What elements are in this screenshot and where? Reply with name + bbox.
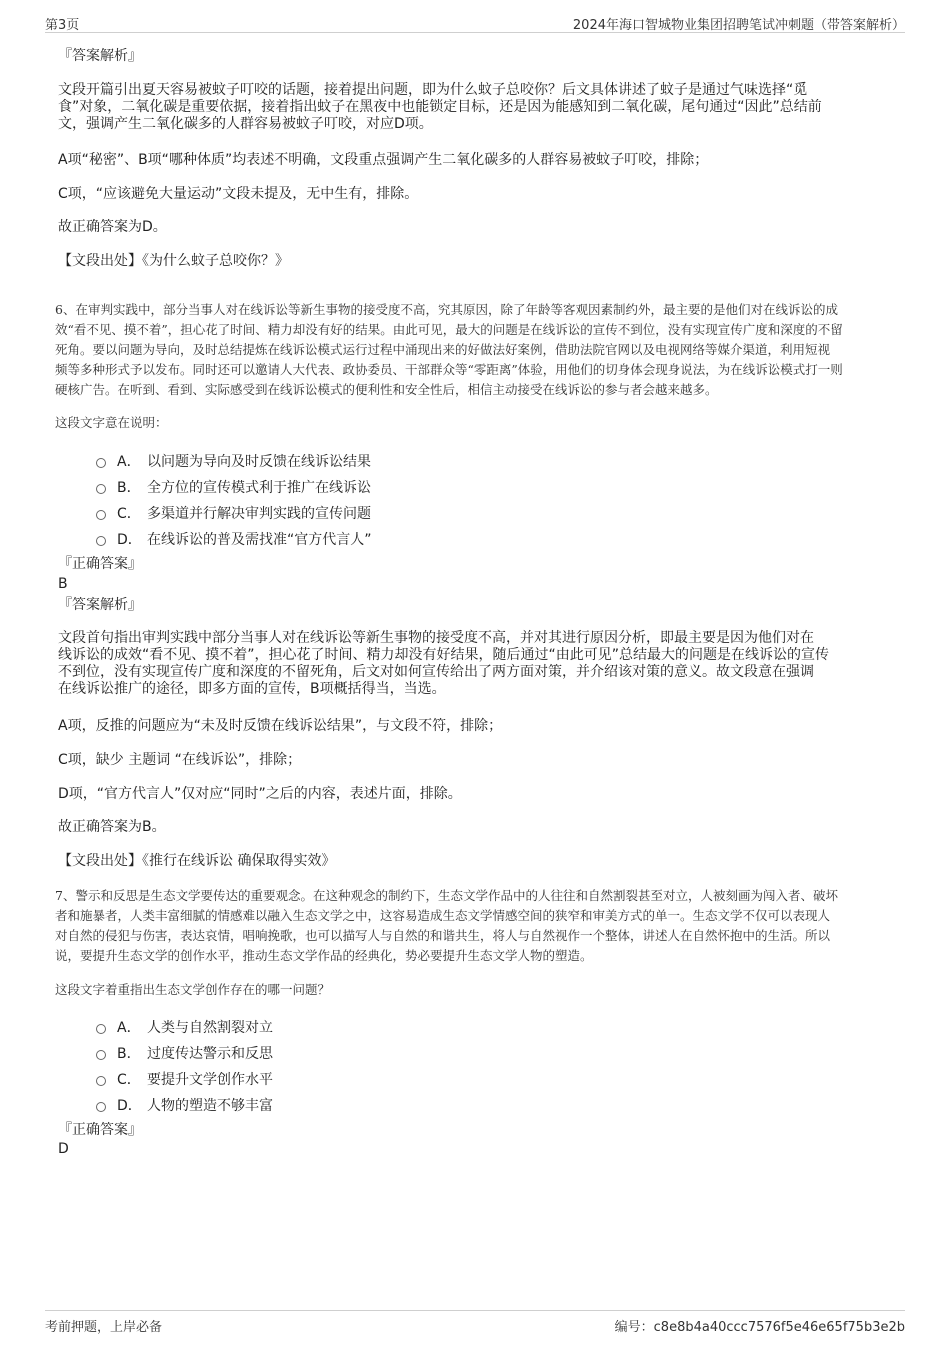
radio-icon[interactable] — [96, 484, 106, 494]
page-header — [45, 12, 905, 33]
q6-passage-line: 死角。要以问题为导向，及时总结提炼在线诉讼模式运行过程中涌现出来的好做法好案例，借助法院官网以及电视网络等媒介渠道，利用短视 — [55, 342, 831, 357]
q7-option-a[interactable]: A． 人类与自然割裂对立 — [96, 1017, 273, 1037]
q6-question: 这段文字意在说明： — [55, 415, 168, 430]
q6-option-b[interactable]: B． 全方位的宣传模式利于推广在线诉讼 — [96, 477, 371, 497]
q6-option-a[interactable]: A． 以问题为导向及时反馈在线诉讼结果 — [96, 451, 371, 471]
q6-answer-label: 『正确答案』 — [58, 556, 142, 572]
q6-passage-line: 6、在审判实践中，部分当事人对在线诉讼等新生事物的接受度不高，究其原因，除了年龄等客观因素制约外，最主要的是他们对在线诉讼的成 — [55, 302, 838, 317]
q5-analysis-line: 文段开篇引出夏天容易被蚊子叮咬的话题，接着提出问题，即为什么蚊子总咬你？后文具体讲述了蚊子是通过气味选择“觅 — [58, 82, 808, 98]
q5-analysis-line: 食”对象，二氧化碳是重要依据，接着指出蚊子在黑夜中也能锁定目标，还是因为能感知到二氧化碳，尾句通过“因此”总结前 — [58, 99, 822, 115]
q7-option-c[interactable]: C． 要提升文学创作水平 — [96, 1069, 273, 1089]
q5-note-c: C项，“应该避免大量运动”文段未提及，无中生有，排除。 — [58, 186, 419, 202]
q7-passage-line: 7、警示和反思是生态文学要传达的重要观念。在这种观念的制约下，生态文学作品中的人往往和自然割裂甚至对立，人被刻画为闯入者、破坏 — [55, 888, 838, 903]
radio-icon[interactable] — [96, 1102, 106, 1112]
q7-option-d[interactable]: D． 人物的塑造不够丰富 — [96, 1095, 273, 1115]
q5-conclusion: 故正确答案为D。 — [58, 219, 167, 235]
q5-note-ab: A项“秘密”、B项“哪种体质”均表述不明确，文段重点强调产生二氧化碳多的人群容易被蚊子叮咬，排除； — [58, 152, 709, 168]
q7-answer: D — [58, 1141, 69, 1157]
q6-note-a: A项，反推的问题应为“未及时反馈在线诉讼结果”，与文段不符，排除； — [58, 718, 503, 734]
q5-analysis — [58, 82, 898, 133]
q7-passage-line: 对自然的侵犯与伤害，表达哀情，唱响挽歌，也可以描写人与自然的和谐共生，将人与自然视作一个整体，讲述人在自然怀抱中的生活。所以 — [55, 928, 831, 943]
q7-passage-line: 说，要提升生态文学的创作水平，推动生态文学作品的经典化，势必要提升生态文学人物的塑造。 — [55, 948, 593, 963]
radio-icon[interactable] — [96, 458, 106, 468]
q6-analysis-label: 『答案解析』 — [58, 597, 142, 613]
q6-option-d[interactable]: D． 在线诉讼的普及需找准“官方代言人” — [96, 529, 372, 549]
q6-passage — [55, 300, 905, 400]
q6-analysis-line: 在线诉讼推广的途径，即多方面的宣传，B项概括得当，当选。 — [58, 681, 446, 697]
q6-note-c: C项，缺少 主题词 “在线诉讼”，排除； — [58, 752, 302, 768]
q6-analysis-line: 不到位，没有实现宣传广度和深度的不留死角，后文对如何宣传给出了两方面对策，并介绍该对策的意义。故文段意在强调 — [58, 664, 814, 680]
q6-option-c[interactable]: C． 多渠道并行解决审判实践的宣传问题 — [96, 503, 371, 523]
q7-passage — [55, 886, 905, 966]
q6-passage-line: 硬核广告。在听到、看到、实际感受到在线诉讼模式的便利性和安全性后，相信主动接受在线诉讼的参与者会越来越多。 — [55, 382, 718, 397]
q6-conclusion: 故正确答案为B。 — [58, 819, 166, 835]
radio-icon[interactable] — [96, 1024, 106, 1034]
q7-answer-label: 『正确答案』 — [58, 1122, 142, 1138]
footer-slogan: 考前押题，上岸必备 — [45, 1320, 163, 1335]
q6-analysis — [58, 630, 898, 698]
q6-analysis-line: 文段首句指出审判实践中部分当事人对在线诉讼等新生事物的接受度不高，并对其进行原因分析，即最主要是因为他们对在 — [58, 630, 814, 646]
q6-answer: B — [58, 576, 68, 592]
document-code-label: 编号： — [614, 1320, 654, 1335]
q7-passage-line: 者和施暴者，人类丰富细腻的情感难以融入生态文学之中，这容易造成生态文学情感空间的狭窄和审美方式的单一。生态文学不仅可以表现人 — [55, 908, 831, 923]
page-number: 第3页 — [45, 18, 80, 33]
radio-icon[interactable] — [96, 510, 106, 520]
q5-analysis-line: 文，强调产生二氧化碳多的人群容易被蚊子叮咬，对应D项。 — [58, 116, 433, 132]
q6-note-d: D项，“官方代言人”仅对应“同时”之后的内容，表述片面，排除。 — [58, 786, 462, 802]
radio-icon[interactable] — [96, 536, 106, 546]
q6-analysis-line: 线诉讼的成效“看不见、摸不着”，担心花了时间、精力却没有好结果，随后通过“由此可见”总结最大的问题是在线诉讼的宣传 — [58, 647, 830, 663]
document-title: 2024年海口智城物业集团招聘笔试冲刺题（带答案解析） — [572, 18, 905, 33]
q5-source: 【文段出处】《为什么蚊子总咬你？》 — [58, 253, 289, 269]
radio-icon[interactable] — [96, 1076, 106, 1086]
q6-passage-line: 效“看不见、摸不着”，担心花了时间、精力却没有好的结果。由此可见，最大的问题是在线诉讼的宣传不到位，没有实现宣传广度和深度的不留 — [55, 322, 843, 337]
q5-analysis-label: 『答案解析』 — [58, 48, 142, 64]
radio-icon[interactable] — [96, 1050, 106, 1060]
q7-question: 这段文字着重指出生态文学创作存在的哪一问题？ — [55, 982, 331, 997]
document-code-value: c8e8b4a40ccc7576f5e46e65f75b3e2b — [653, 1320, 905, 1335]
document-code — [615, 1316, 905, 1335]
q6-passage-line: 频等多种形式予以发布。同时还可以邀请人大代表、政协委员、干部群众等“零距离”体验，用他们的切身体会现身说法，为在线诉讼模式打一则 — [55, 362, 843, 377]
q6-source: 【文段出处】《推行在线诉讼 确保取得实效》 — [58, 853, 336, 869]
q7-option-b[interactable]: B． 过度传达警示和反思 — [96, 1043, 273, 1063]
page-footer — [45, 1310, 905, 1333]
